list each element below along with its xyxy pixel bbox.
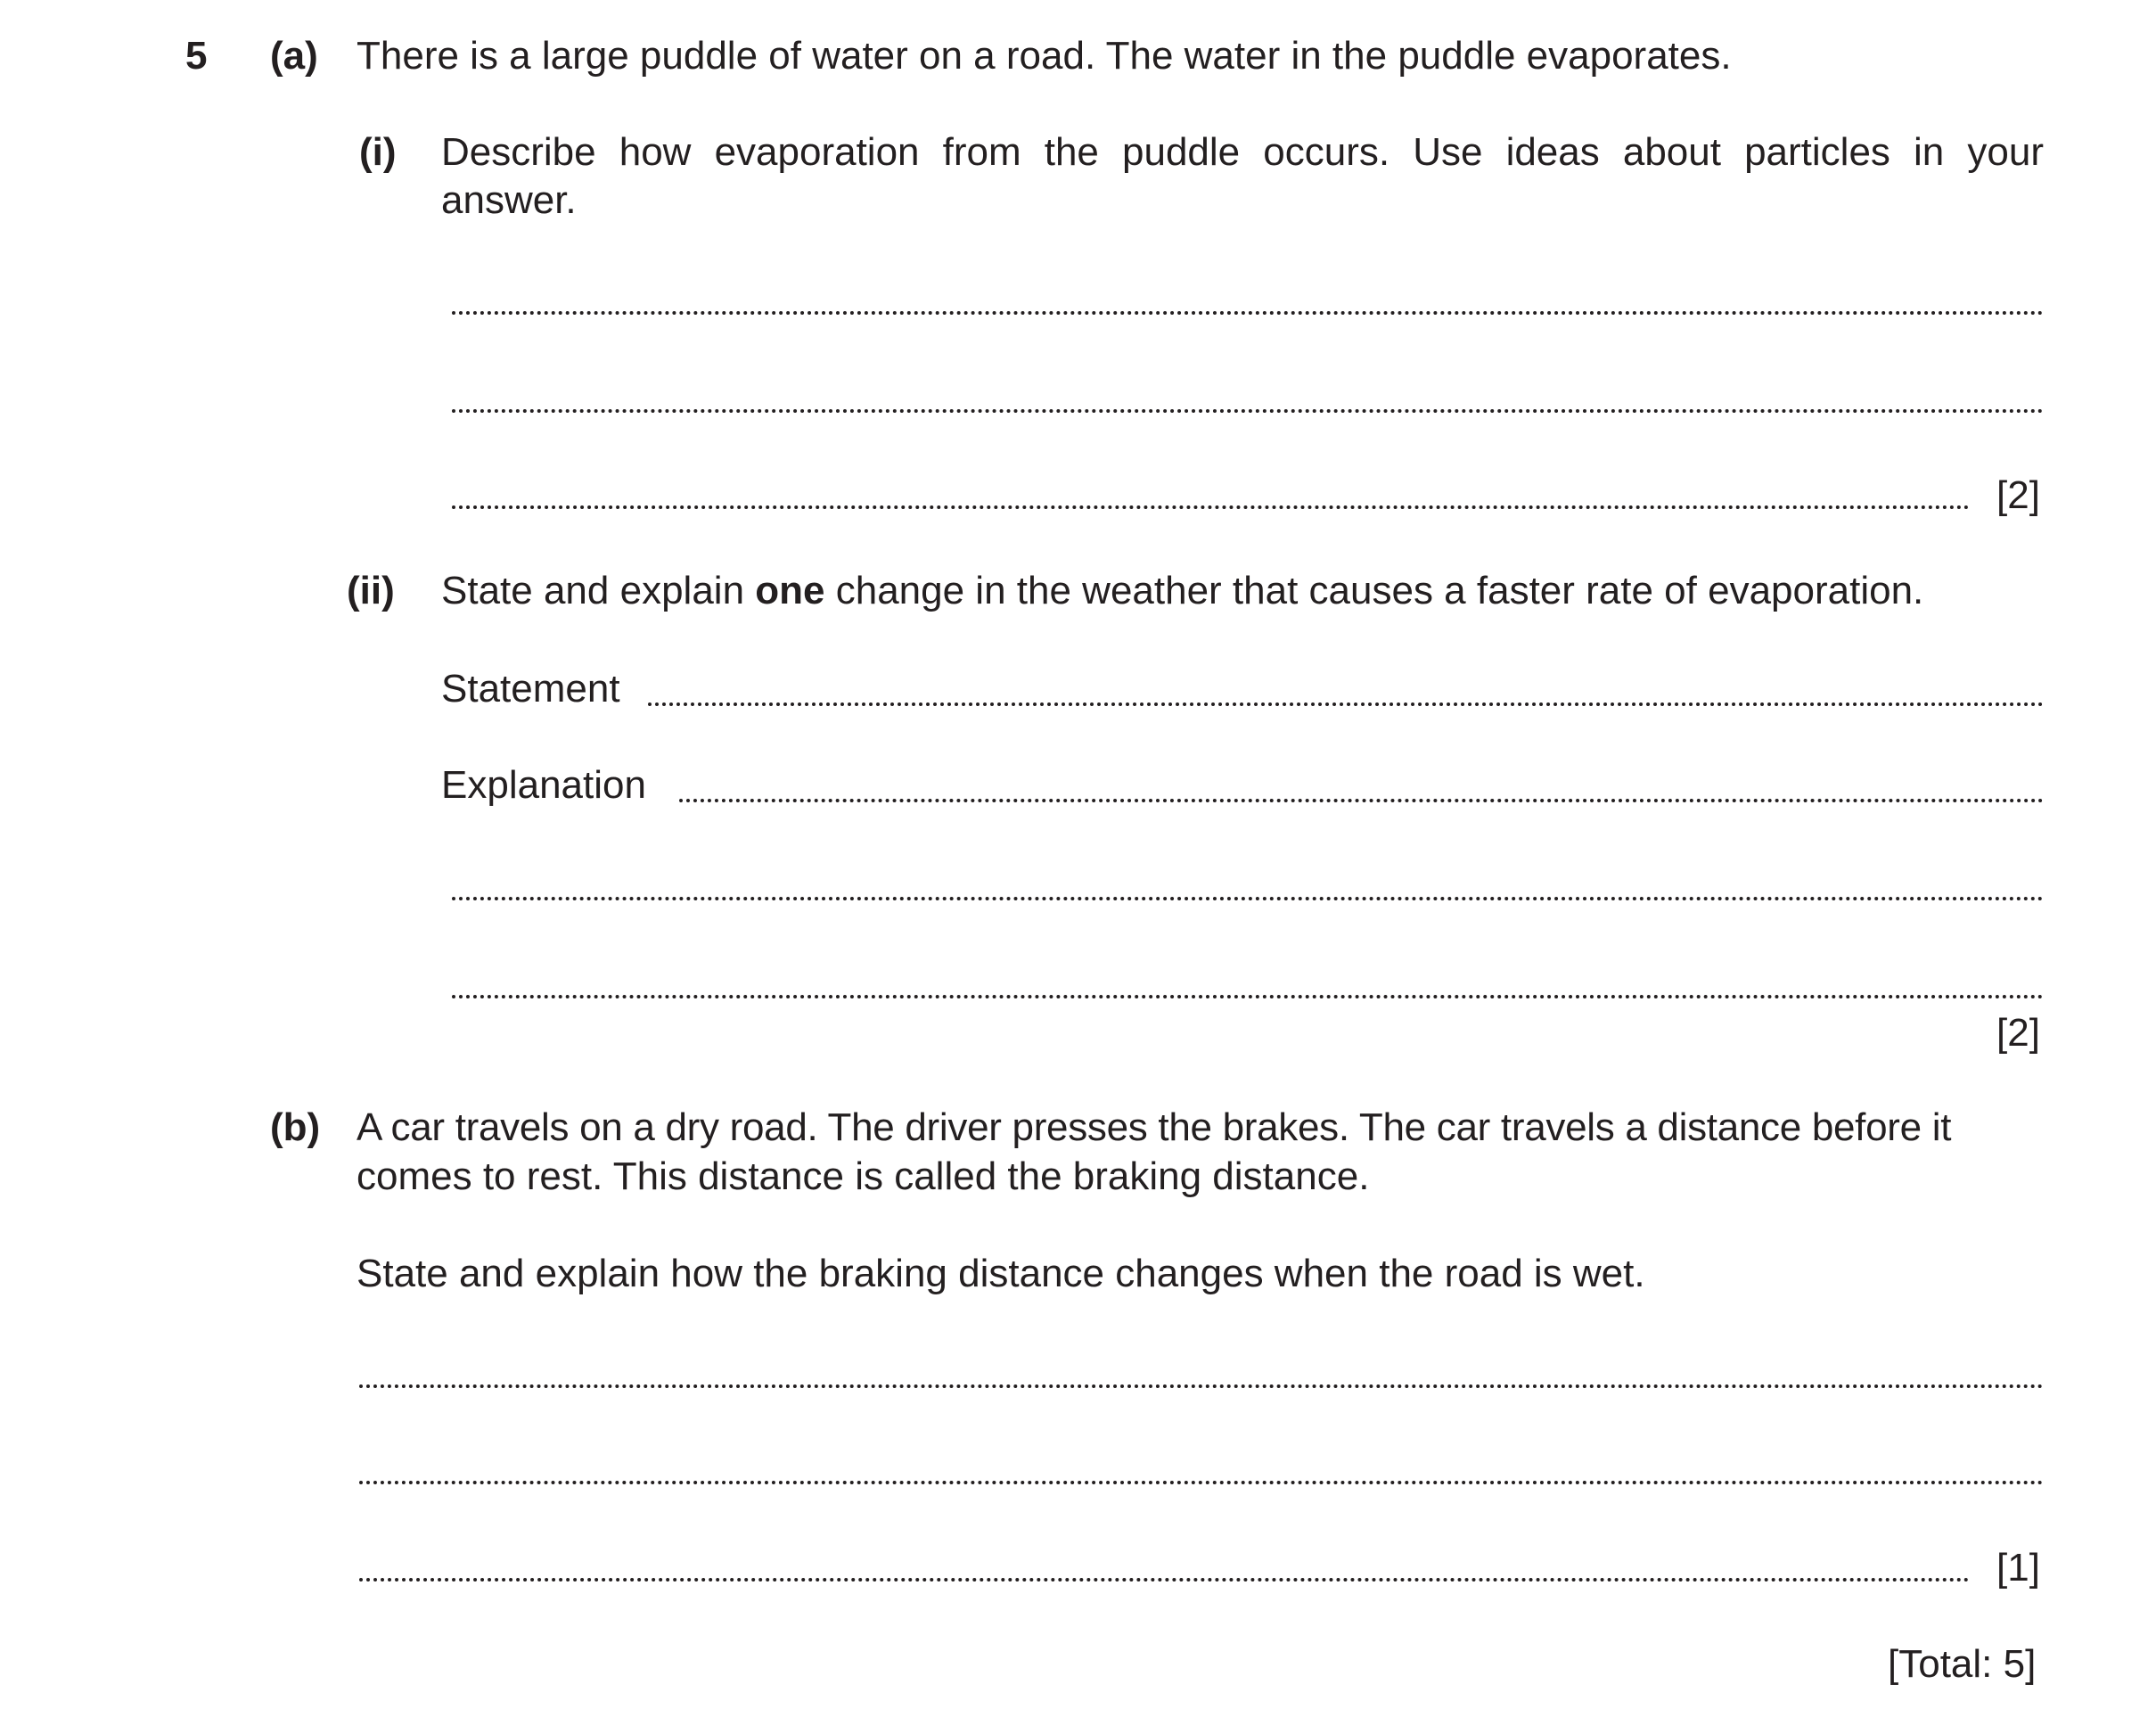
sub-i-prompt-word: from xyxy=(942,130,1021,174)
sub-ii-prompt-after: change in the weather that causes a faster rate of evaporation. xyxy=(824,569,1924,612)
sub-i-prompt-word: in xyxy=(1914,130,1945,174)
sub-i-prompt-line2: answer. xyxy=(441,178,577,222)
sub-i-prompt-line1 xyxy=(441,130,2044,175)
part-a-stem: There is a large puddle of water on a road. The water in the puddle evaporates. xyxy=(357,34,1732,78)
part-b-stem-line1: A car travels on a dry road. The driver presses the brakes. The car travels a distance before it xyxy=(357,1105,1952,1149)
question-number: 5 xyxy=(185,34,208,78)
sub-i-prompt-word: puddle xyxy=(1122,130,1241,174)
part-a-label: (a) xyxy=(270,34,318,78)
explanation-label: Explanation xyxy=(441,763,646,807)
answer-line-b-2[interactable] xyxy=(359,1481,2044,1484)
sub-i-prompt-word: your xyxy=(1967,130,2044,174)
sub-ii-prompt-before: State and explain xyxy=(441,569,756,612)
sub-i-prompt-word: evaporation xyxy=(714,130,920,174)
sub-i-label: (i) xyxy=(359,130,397,174)
answer-line-i-3[interactable] xyxy=(452,505,1970,509)
sub-i-prompt-word: occurs. xyxy=(1263,130,1390,174)
sub-i-prompt-word: the xyxy=(1044,130,1099,174)
sub-i-prompt-word: Use xyxy=(1413,130,1483,174)
marks-i: [2] xyxy=(1996,473,2040,517)
part-b-label: (b) xyxy=(270,1105,321,1149)
sub-i-prompt-word: ideas xyxy=(1505,130,1600,174)
explanation-answer-line-3[interactable] xyxy=(452,995,2044,998)
marks-b: [1] xyxy=(1996,1546,2040,1590)
sub-ii-prompt-bold: one xyxy=(755,569,825,612)
part-b-stem-line2: comes to rest. This distance is called the braking distance. xyxy=(357,1154,1370,1198)
total-marks: [Total: 5] xyxy=(1888,1642,2037,1686)
sub-ii-label: (ii) xyxy=(347,569,395,612)
answer-line-b-1[interactable] xyxy=(359,1384,2044,1388)
explanation-answer-line-1[interactable] xyxy=(679,799,2044,802)
sub-ii-prompt xyxy=(441,569,1923,613)
explanation-answer-line-2[interactable] xyxy=(452,897,2044,900)
sub-i-prompt-word: about xyxy=(1622,130,1721,174)
sub-i-prompt-word: particles xyxy=(1744,130,1890,174)
statement-answer-line[interactable] xyxy=(648,702,2044,706)
sub-i-prompt-word: Describe xyxy=(441,130,596,174)
marks-ii: [2] xyxy=(1996,1011,2040,1055)
part-b-prompt: State and explain how the braking distance changes when the road is wet. xyxy=(357,1252,1645,1295)
answer-line-i-1[interactable] xyxy=(452,311,2044,315)
statement-label: Statement xyxy=(441,667,620,711)
answer-line-i-2[interactable] xyxy=(452,409,2044,413)
answer-line-b-3[interactable] xyxy=(359,1578,1970,1581)
sub-i-prompt-word: how xyxy=(619,130,692,174)
